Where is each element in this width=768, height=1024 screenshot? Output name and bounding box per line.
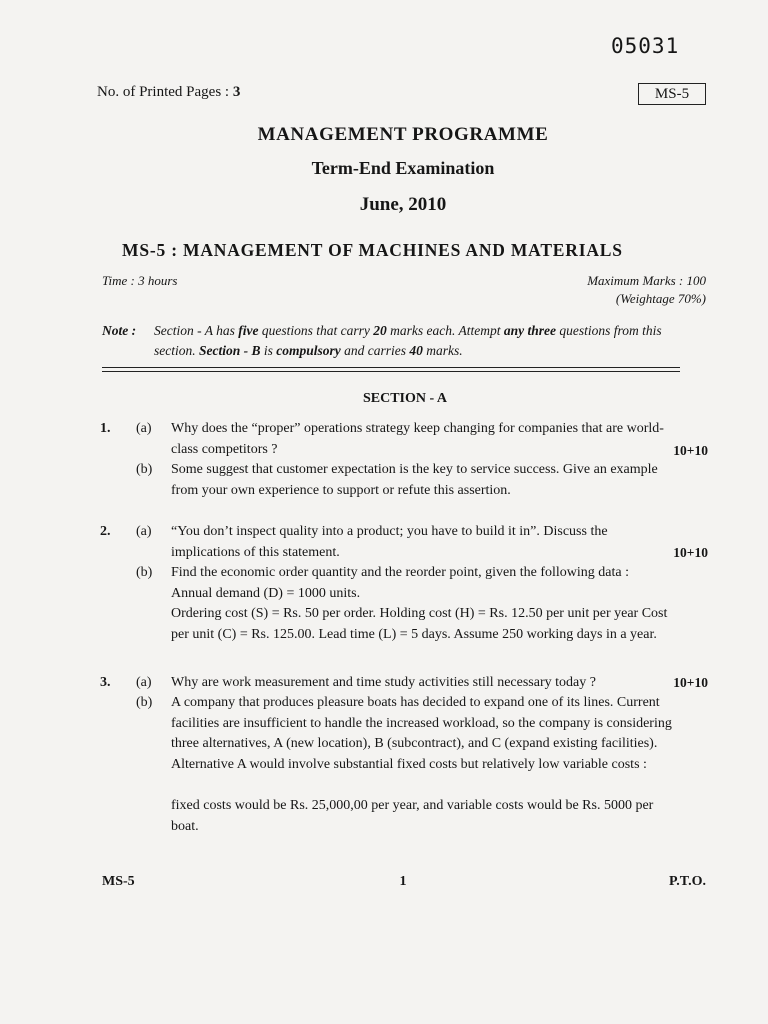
question-text-line: fixed costs would be Rs. 25,000,00 per year, and variable costs would be Rs. 5000 per boat. [171,798,654,834]
paper-code: 05031 [611,34,680,58]
question-number: 2. [100,524,111,539]
question-marks: 10+10 [673,545,708,560]
question-text: Why does the “proper” operations strategy keep changing for companies that are world-class competitors ? [171,421,664,457]
subject-title: MS-5 : MANAGEMENT OF MACHINES AND MATERIALS [122,240,623,260]
programme-title: MANAGEMENT PROGRAMME [257,124,549,145]
part-label: (a) [136,421,152,436]
question-number: 1. [100,421,111,436]
question-text: A company that produces pleasure boats has decided to expand one of its lines. Current facilities are insufficient to handle the increased workload, so the company is considering three alternatives, A (new location), B (subcontract), and C (expand existing facilities). Alternative A would involve substantial fixed costs but relatively low variable costs : [171,695,672,772]
page-turn-over: P.T.O. [669,874,706,889]
question-text: Some suggest that customer expectation is the key to service success. Give an example from your own experience to support or refute this assertion. [171,462,658,498]
divider-bottom [102,371,680,372]
maximum-marks: Maximum Marks : 100 [587,273,706,288]
note-label: Note : [102,323,137,338]
question-marks: 10+10 [673,443,708,458]
part-label: (b) [136,695,153,710]
printed-pages-label: No. of Printed Pages : [97,84,230,100]
note-text: Section - A has five questions that carry 20 marks each. Attempt any three questions from this section. Section - B is compulsory and carries 40 marks. [154,323,662,358]
part-label: (a) [136,524,152,539]
part-label: (b) [136,462,153,477]
exam-session: June, 2010 [359,194,447,215]
time-allowed: Time : 3 hours [102,273,178,288]
weightage: (Weightage 70%) [615,291,706,306]
part-label: (b) [136,565,153,580]
question-marks: 10+10 [673,675,708,690]
divider-top [102,367,680,368]
instructions-note [102,321,682,361]
exam-title: Term-End Examination [311,158,495,178]
question-text-line: Ordering cost (S) = Rs. 50 per order. Holding cost (H) = Rs. 12.50 per unit per year Cost per unit (C) = Rs. 125.00. Lead time (L) = 5 days. Assume 250 working days in a year. [171,606,668,642]
question-number: 3. [100,675,111,690]
footer-course-code: MS-5 [102,874,135,889]
course-code-box: MS-5 [638,83,706,105]
question-text: Why are work measurement and time study activities still necessary today ? [171,675,596,690]
part-label: (a) [136,675,152,690]
question-text-line: Annual demand (D) = 1000 units. [171,585,361,601]
page-number: 1 [399,874,407,889]
question-text: “You don’t inspect quality into a product; you have to build it in”. Discuss the implications of this statement. [171,524,608,560]
question-text: Find the economic order quantity and the reorder point, given the following data : [171,565,629,580]
printed-pages [97,84,240,101]
section-title: SECTION - A [362,391,448,406]
printed-pages-value: 3 [232,84,241,100]
